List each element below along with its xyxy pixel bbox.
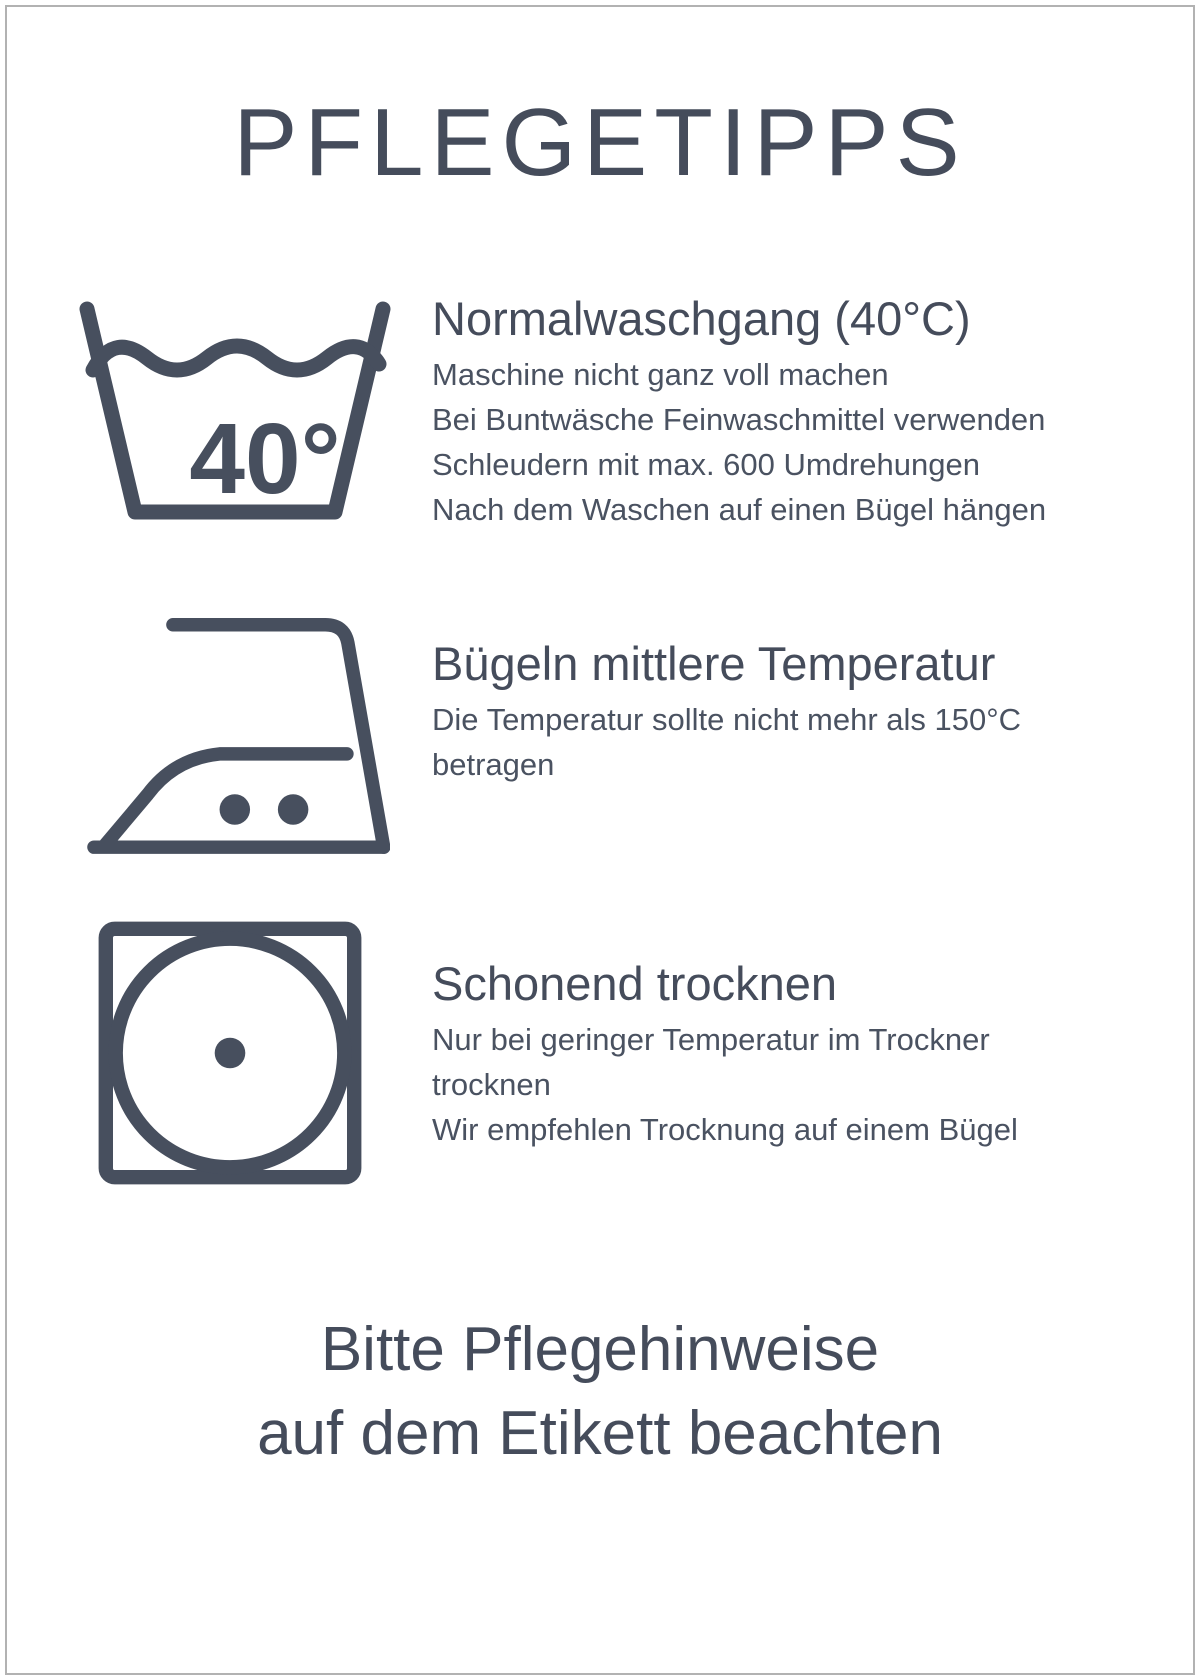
section-wash-heading: Normalwaschgang (40°C) [432,292,971,345]
section-dry-line: trocknen [432,1067,551,1102]
section-dry-line: Wir empfehlen Trocknung auf einem Bügel [432,1112,1018,1147]
section-dry-line: Nur bei geringer Temperatur im Trockner [432,1022,990,1057]
section-wash-line: Bei Buntwäsche Feinwaschmittel verwenden [432,402,1046,437]
section-wash-line: Maschine nicht ganz voll machen [432,357,889,392]
section-dry-heading: Schonend trocknen [432,957,838,1010]
page-title: PFLEGETIPPS [233,89,967,196]
section-iron-heading: Bügeln mittlere Temperatur [432,637,996,690]
section-wash-line: Nach dem Waschen auf einen Bügel hängen [432,492,1047,527]
section-wash [432,290,1046,532]
section-iron-line: betragen [432,747,555,782]
tumble-dry-low-icon [95,918,365,1188]
section-wash-line: Schleudern mit max. 600 Umdrehungen [432,447,980,482]
section-iron [432,635,1021,787]
section-dry [432,955,1018,1152]
section-iron-line: Die Temperatur sollte nicht mehr als 150°C [432,702,1022,737]
footer-line-1: Bitte Pflegehinweise [320,1315,880,1384]
wash-temperature-label: 40° [189,403,341,515]
footer-note [0,1308,1200,1476]
footer-line-2: auf dem Etikett beachten [257,1399,943,1468]
wash-40-icon [75,300,395,520]
iron-medium-icon [85,612,390,859]
